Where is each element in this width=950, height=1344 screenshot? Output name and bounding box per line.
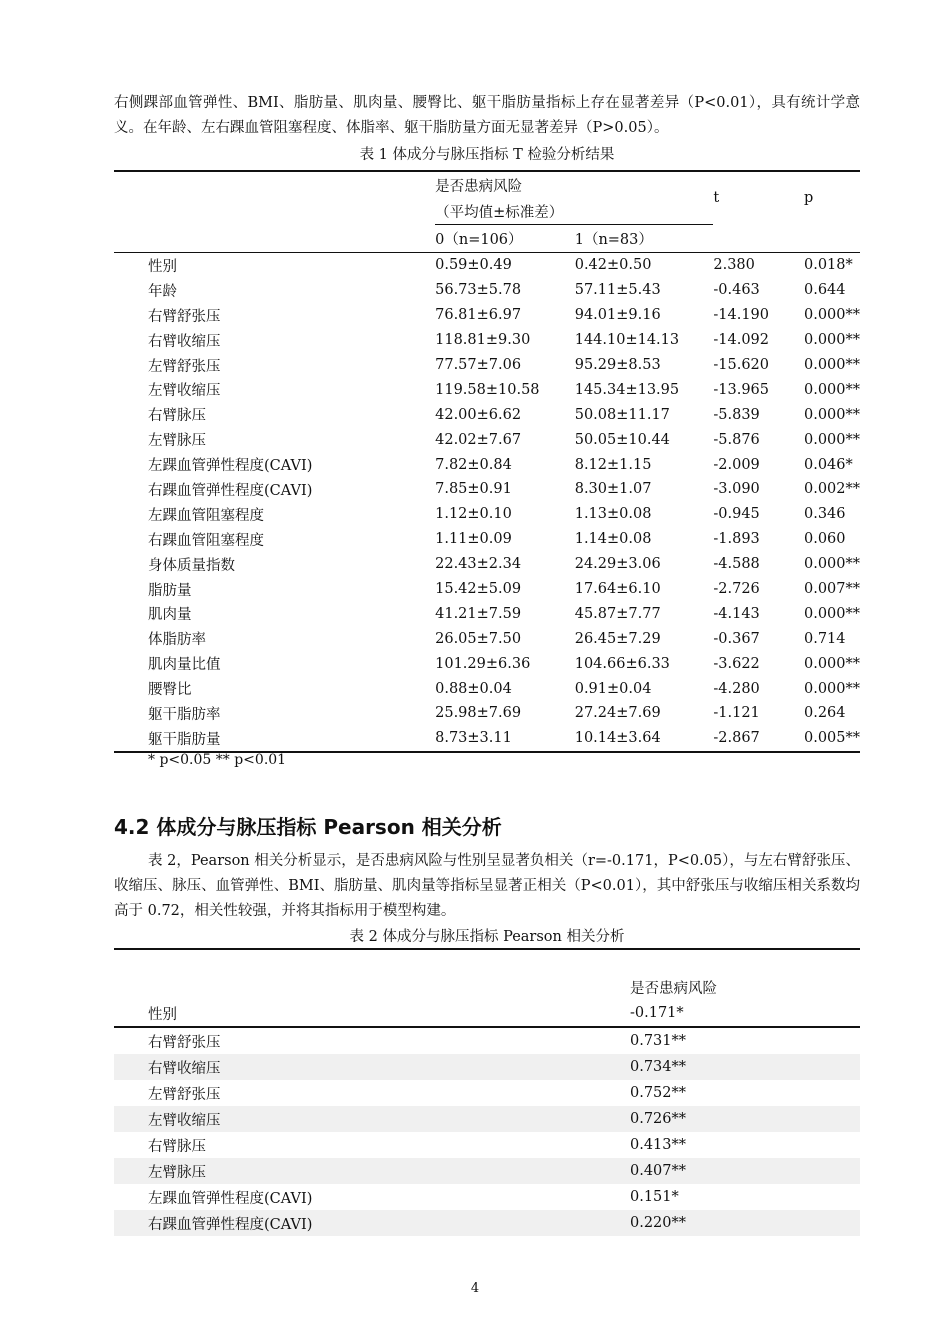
cell-g0: 76.81±6.97 <box>435 307 522 324</box>
table-row <box>114 1080 860 1106</box>
cell-g1: 94.01±9.16 <box>574 307 661 324</box>
cell-name: 左臂舒张压 <box>148 1086 221 1103</box>
cell-name: 性别 <box>114 1000 630 1027</box>
cell-t: 2.380 <box>713 257 755 274</box>
cell-name: 左臂收缩压 <box>148 383 221 400</box>
cell-name: 年龄 <box>148 283 177 300</box>
cell-name: 左臂收缩压 <box>114 1106 630 1132</box>
cell-t: -14.190 <box>713 307 769 324</box>
cell-p: 0.346 <box>803 506 846 523</box>
cell-name: 左臂舒张压 <box>148 358 221 375</box>
cell-g1: 0.42±0.50 <box>574 257 652 274</box>
cell-g1: 95.29±8.53 <box>574 357 661 373</box>
cell-g0: 7.82±0.84 <box>435 456 512 473</box>
cell-g1: 8.12±1.15 <box>574 456 652 473</box>
cell-r: 0.734** <box>630 1054 860 1080</box>
cell-name: 性别 <box>148 258 177 275</box>
cell-g0: 15.42±5.09 <box>435 581 522 598</box>
cell-name: 右臂舒张压 <box>148 1034 221 1051</box>
section-paragraph: 表 2，Pearson 相关分析显示，是否患病风险与性别呈显著负相关（r=-0.171，P<0.05），与左右臂舒张压、收缩压、脉压、血管弹性、BMI、脂肪量、肌肉量等指标呈显著正相关（P<0.01），其中舒张压与收缩压相关系数均高于 0.72，相关性较强，并将其指标用于模型构建。 <box>114 853 860 919</box>
cell-t: -0.945 <box>713 506 760 523</box>
cell-t: -15.620 <box>713 357 769 373</box>
table-row <box>114 626 860 651</box>
table-row <box>114 1106 860 1132</box>
table-row <box>114 353 860 378</box>
cell-g0: 8.73±3.11 <box>435 730 512 747</box>
cell-g1: 27.24±7.69 <box>574 705 661 722</box>
cell-g1: 1.14±0.08 <box>574 531 652 548</box>
table1-header-row <box>114 171 860 199</box>
cell-g0: 42.00±6.62 <box>435 406 522 423</box>
cell-name: 躯干脂肪量 <box>148 731 221 748</box>
cell-r: 0.726** <box>630 1106 860 1132</box>
cell-name: 左踝血管弹性程度(CAVI) <box>148 1190 313 1207</box>
cell-g1: 144.10±14.13 <box>574 332 680 349</box>
cell-p: 0.264 <box>803 705 846 722</box>
cell-name: 腰臀比 <box>148 682 192 699</box>
cell-t: -0.367 <box>713 630 760 647</box>
table-row <box>114 452 860 477</box>
table-row <box>114 676 860 701</box>
cell-name: 右臂舒张压 <box>148 308 221 325</box>
cell-p: 0.007** <box>803 581 860 598</box>
cell-g1: 50.05±10.44 <box>574 431 670 448</box>
pearson-col-header: 是否患病风险 <box>630 980 717 997</box>
cell-p: 0.060 <box>803 531 846 548</box>
table-row <box>114 1132 860 1158</box>
cell-g1: 1.13±0.08 <box>574 506 652 523</box>
cell-p: 0.000** <box>803 556 860 573</box>
col-group1-header: 1（n=83） <box>575 225 714 253</box>
cell-p: 0.714 <box>803 630 846 647</box>
table-row <box>114 601 860 626</box>
intro-paragraph: 右侧踝部血管弹性、BMI、脂肪量、肌肉量、腰臀比、躯干脂肪量指标上存在显著差异（P<0.01），具有统计学意义。在年龄、左右踝血管阻塞程度、体脂率、躯干脂肪量方面无显著差异（P>0.05）。 <box>114 95 860 136</box>
cell-p: 0.005** <box>803 730 860 747</box>
cell-t: -13.965 <box>713 381 769 398</box>
table-row <box>114 253 860 278</box>
cell-r: 0.151* <box>630 1189 679 1205</box>
cell-name: 躯干脂肪率 <box>148 706 221 723</box>
cell-g0: 77.57±7.06 <box>435 357 522 373</box>
cell-g0: 1.11±0.09 <box>435 531 512 548</box>
table-row <box>114 701 860 726</box>
cell-g1: 10.14±3.64 <box>574 730 661 747</box>
cell-g1: 8.30±1.07 <box>574 481 652 498</box>
cell-p: 0.000** <box>803 357 860 373</box>
cell-p: 0.002** <box>803 481 860 498</box>
cell-g0: 56.73±5.78 <box>435 282 522 299</box>
cell-name: 体脂肪率 <box>148 632 206 649</box>
table-row <box>114 328 860 353</box>
cell-r: 0.752** <box>630 1085 687 1101</box>
cell-r: 0.413** <box>630 1137 687 1153</box>
cell-name: 右踝血管阻塞程度 <box>148 532 264 549</box>
cell-t: -4.588 <box>713 556 760 573</box>
cell-t: -2.726 <box>713 581 760 598</box>
cell-name: 肌肉量比值 <box>148 657 221 674</box>
cell-g0: 41.21±7.59 <box>435 605 522 622</box>
cell-r: 0.731** <box>630 1033 687 1049</box>
table-row <box>114 1054 860 1080</box>
cell-r: 0.407** <box>630 1158 860 1184</box>
cell-p: 0.000** <box>803 332 860 349</box>
table-row <box>114 527 860 552</box>
table-row <box>114 552 860 577</box>
cell-name: 左臂脉压 <box>148 433 206 450</box>
cell-g1: 0.91±0.04 <box>574 680 652 697</box>
table-row <box>114 726 860 752</box>
table-row <box>114 1158 860 1184</box>
cell-name: 右踝血管弹性程度(CAVI) <box>148 482 313 499</box>
table-row <box>114 1027 860 1054</box>
cell-t: -5.839 <box>713 406 760 423</box>
cell-g0: 22.43±2.34 <box>435 556 522 573</box>
cell-p: 0.046* <box>803 456 853 473</box>
cell-name: 左踝血管阻塞程度 <box>148 507 264 524</box>
cell-t: -1.893 <box>713 531 760 548</box>
cell-name: 右臂收缩压 <box>114 1054 630 1080</box>
table1-caption: 表 1 体成分与脉压指标 T 检验分析结果 <box>359 147 615 163</box>
cell-p: 0.000** <box>803 406 860 423</box>
cell-g0: 101.29±6.36 <box>435 655 531 672</box>
cell-g0: 0.59±0.49 <box>435 257 512 274</box>
cell-name: 右踝血管弹性程度(CAVI) <box>114 1210 630 1236</box>
cell-p: 0.000** <box>803 680 860 697</box>
table2-caption: 表 2 体成分与脉压指标 Pearson 相关分析 <box>349 929 625 945</box>
cell-name: 右臂脉压 <box>148 1138 206 1155</box>
group-header-line1: 是否患病风险 <box>435 179 523 195</box>
cell-name: 左臂脉压 <box>114 1158 630 1184</box>
cell-g1: 57.11±5.43 <box>574 282 661 299</box>
table-row <box>114 303 860 328</box>
cell-name: 肌肉量 <box>148 607 192 624</box>
cell-t: -14.092 <box>713 332 769 349</box>
cell-name: 脂肪量 <box>148 582 192 599</box>
cell-g0: 119.58±10.58 <box>435 381 540 398</box>
cell-g0: 1.12±0.10 <box>435 506 512 523</box>
table-row <box>114 502 860 527</box>
table-row <box>114 477 860 502</box>
cell-g0: 42.02±7.67 <box>435 431 522 448</box>
table-row <box>114 1000 860 1027</box>
cell-r: 0.220** <box>630 1210 860 1236</box>
cell-name: 身体质量指数 <box>148 557 235 574</box>
table-row <box>114 427 860 452</box>
cell-p: 0.018* <box>803 257 853 274</box>
cell-g0: 118.81±9.30 <box>435 332 531 349</box>
cell-p: 0.000** <box>803 307 860 324</box>
col-p-header: p <box>803 190 814 207</box>
cell-g1: 24.29±3.06 <box>574 556 661 573</box>
cell-g1: 26.45±7.29 <box>574 630 661 647</box>
cell-r: -0.171* <box>630 1000 860 1027</box>
cell-p: 0.000** <box>803 655 860 672</box>
cell-name: 右臂收缩压 <box>148 333 221 350</box>
col-t-header: t <box>713 190 720 207</box>
cell-p: 0.000** <box>803 381 860 398</box>
cell-g0: 7.85±0.91 <box>435 481 512 498</box>
cell-t: -3.090 <box>713 481 760 498</box>
cell-g1: 104.66±6.33 <box>574 655 670 672</box>
table-row <box>114 402 860 427</box>
cell-t: -0.463 <box>713 282 760 299</box>
cell-g1: 50.08±11.17 <box>574 406 670 423</box>
cell-g1: 145.34±13.95 <box>574 381 680 398</box>
cell-p: 0.000** <box>803 431 860 448</box>
cell-t: -5.876 <box>713 431 760 448</box>
table-row <box>114 1184 860 1210</box>
ttest-table <box>114 170 860 753</box>
table-row <box>114 577 860 602</box>
cell-g0: 25.98±7.69 <box>435 705 522 722</box>
cell-p: 0.644 <box>803 282 846 299</box>
significance-note: * p<0.05 ** p<0.01 <box>148 752 287 768</box>
section-heading: 4.2 体成分与脉压指标 Pearson 相关分析 <box>114 815 502 839</box>
cell-t: -2.867 <box>713 730 760 747</box>
table-row <box>114 1210 860 1236</box>
cell-g0: 0.88±0.04 <box>435 680 512 697</box>
page-number: 4 <box>470 1281 480 1296</box>
cell-t: -2.009 <box>713 456 760 473</box>
cell-name: 左踝血管弹性程度(CAVI) <box>148 458 313 475</box>
cell-t: -4.280 <box>713 680 760 697</box>
cell-t: -3.622 <box>713 655 760 672</box>
cell-t: -1.121 <box>713 705 760 722</box>
group-header-line2: （平均值±标准差） <box>435 199 713 225</box>
cell-g1: 45.87±7.77 <box>574 605 661 622</box>
pearson-table <box>114 948 860 1236</box>
cell-t: -4.143 <box>713 605 760 622</box>
table-row <box>114 651 860 676</box>
cell-g0: 26.05±7.50 <box>435 630 522 647</box>
cell-name: 右臂脉压 <box>148 408 206 425</box>
col-group0-header: 0（n=106） <box>435 225 575 253</box>
table-row <box>114 377 860 402</box>
cell-p: 0.000** <box>803 605 860 622</box>
table-row <box>114 278 860 303</box>
cell-g1: 17.64±6.10 <box>574 581 661 598</box>
